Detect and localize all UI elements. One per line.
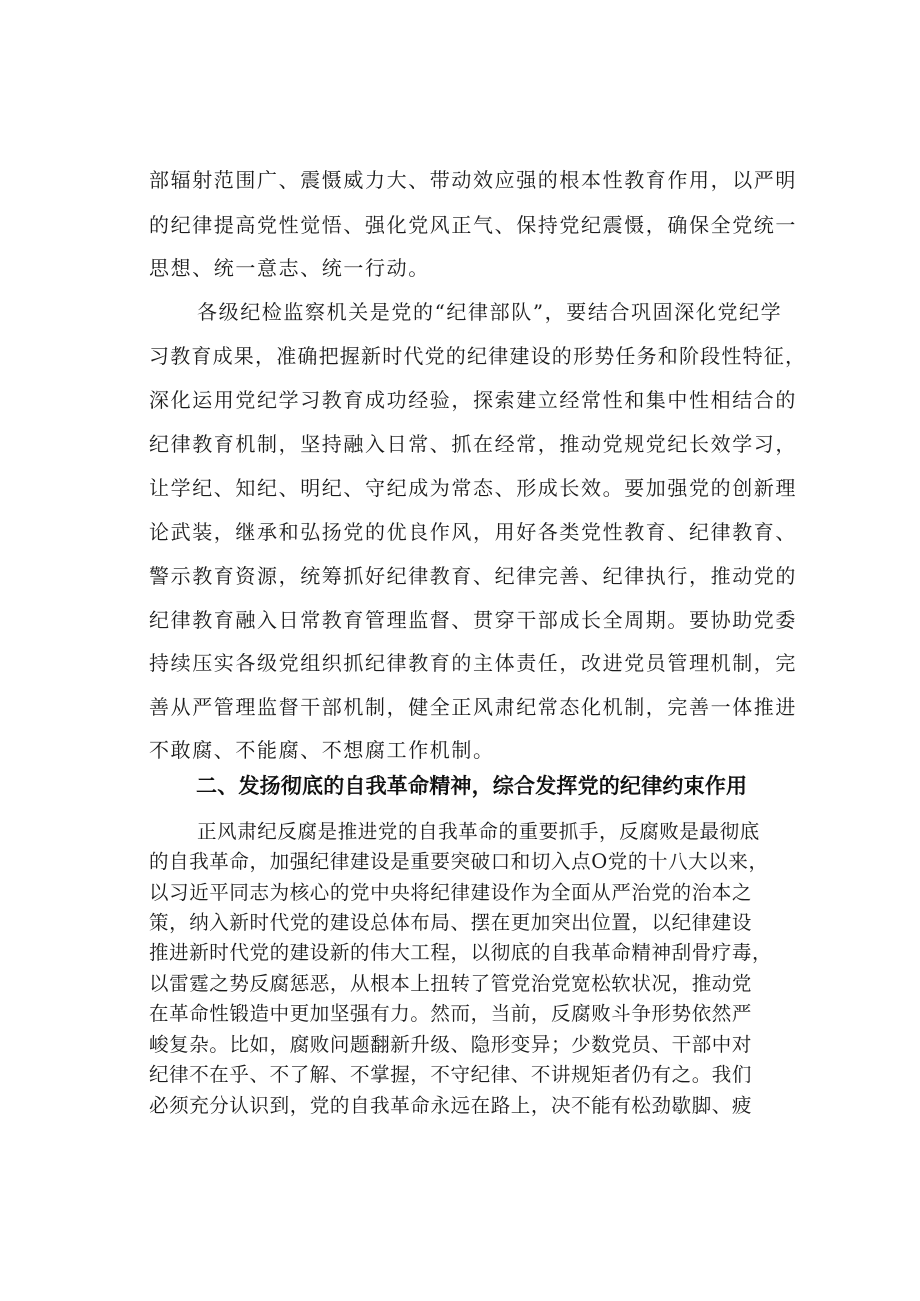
text-line: 不敢腐、不能腐、不想腐工作机制。 <box>149 738 495 762</box>
text-line: 必须充分认识到，党的自我革命永远在路上，决不能有松劲歇脚、疲 <box>149 1094 753 1117</box>
section-heading: 二、发扬彻底的自我革命精神，综合发挥党的纪律约束作用 <box>196 774 748 798</box>
text-line: 纪律教育机制，坚持融入日常、抓在经常，推动党规党纪长效学习， <box>149 432 797 456</box>
text-line: 警示教育资源，统筹抓好纪律教育、纪律完善、纪律执行，推动党的 <box>149 564 797 588</box>
text-line: 思想、统一意志、统一行动。 <box>149 256 430 280</box>
text-line: 的自我革命，加强纪律建设是重要突破口和切入点O党的十八大以来， <box>149 850 769 873</box>
text-line: 策，纳入新时代党的建设总体布局、摆在更加突出位置，以纪律建设 <box>149 911 753 934</box>
text-line: 持续压实各级党组织抓纪律教育的主体责任，改进党员管理机制，完 <box>149 651 797 675</box>
text-line: 习教育成果，准确把握新时代党的纪律建设的形势任务和阶段性特征， <box>149 344 807 368</box>
text-line: 纪律教育融入日常教育管理监督、贯穿干部成长全周期。要协助党委 <box>149 608 797 632</box>
text-line: 推进新时代党的建设新的伟大工程，以彻底的自我革命精神刮骨疗毒， <box>149 941 773 964</box>
text-line: 纪律不在乎、不了解、不掌握，不守纪律、不讲规矩者仍有之。我们 <box>149 1063 753 1086</box>
text-line: 以习近平同志为核心的党中央将纪律建设作为全面从严治党的治本之 <box>149 881 753 904</box>
text-line: 深化运用党纪学习教育成功经验，探索建立经常性和集中性相结合的 <box>149 388 797 412</box>
text-line: 善从严管理监督干部机制，健全正风肃纪常态化机制，完善一体推进 <box>149 695 797 719</box>
text-line: 的纪律提高党性觉悟、强化党风正气、保持党纪震慑，确保全党统一 <box>149 213 797 237</box>
text-line: 在革命性锻造中更加坚强有力。然而，当前，反腐败斗争形势依然严 <box>149 1002 753 1025</box>
text-line: 让学纪、知纪、明纪、守纪成为常态、形成长效。要加强党的创新理 <box>149 476 797 500</box>
text-line: 以雷霆之势反腐惩恶，从根本上扭转了管党治党宽松软状况，推动党 <box>149 972 753 995</box>
text-line: 峻复杂。比如，腐败问题翻新升级、隐形变异；少数党员、干部中对 <box>149 1033 753 1056</box>
text-line: 部辐射范围广、震慑威力大、带动效应强的根本性教育作用，以严明 <box>149 168 797 192</box>
text-line: 论武装，继承和弘扬党的优良作风，用好各类党性教育、纪律教育、 <box>149 520 797 544</box>
text-line: 正风肃纪反腐是推进党的自我革命的重要抓手，反腐败是最彻底 <box>197 820 760 843</box>
text-line: 各级纪检监察机关是党的“纪律部队”，要结合巩固深化党纪学 <box>197 300 783 324</box>
